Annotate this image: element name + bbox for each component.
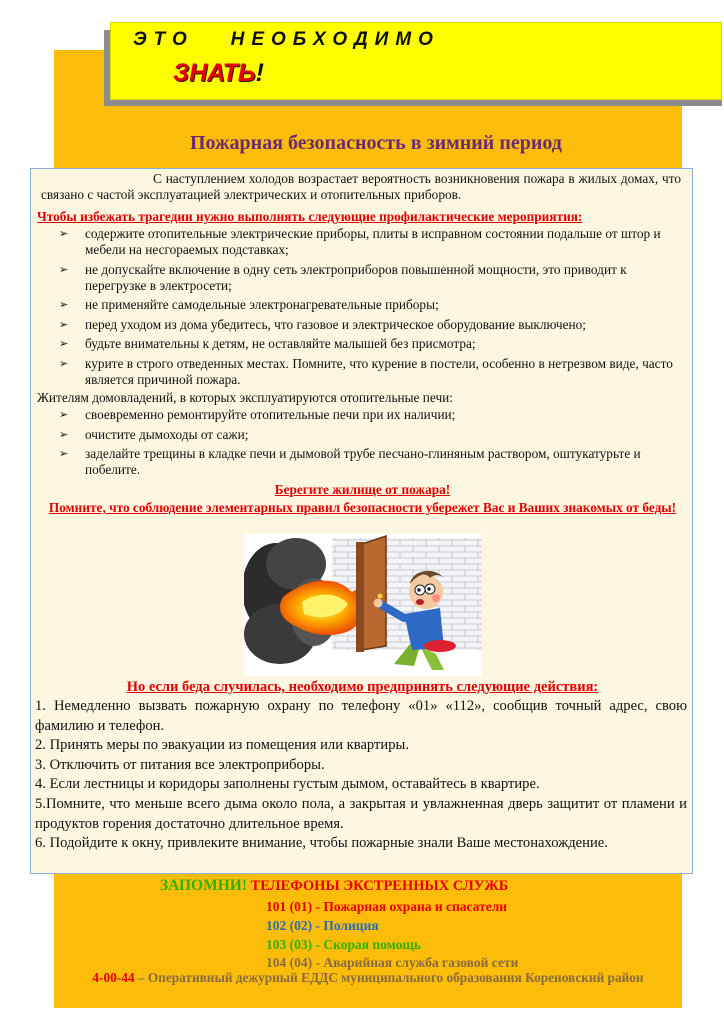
list-item: ➢ заделайте трещины в кладке печи и дымовой трубе песчано-глиняным раствором, оштукатурьте и побелите. xyxy=(59,446,641,477)
edds-contact xyxy=(56,969,680,987)
arrow-bullet-icon: ➢ xyxy=(59,447,69,460)
arrow-bullet-icon: ➢ xyxy=(59,298,69,311)
arrow-bullet-icon: ➢ xyxy=(59,317,69,331)
list-item: ➢ своевременно ремонтируйте отопительные печи при их наличии; xyxy=(59,407,456,422)
list-item: 6. Подойдите к окну, привлеките внимание, чтобы пожарные знали Ваше местонахождение. xyxy=(35,835,608,852)
list-item: ➢ не применяйте самодельные электронагревательные приборы; xyxy=(59,297,439,312)
list-item: 5.Помните, что меньше всего дыма около пола, а закрытая и увлажненная дверь защитит от пламени и продуктов горения достаточно длительное время. xyxy=(35,795,687,832)
list-item: ➢ будьте внимательны к детям, не оставляйте малышей без присмотра; xyxy=(59,336,476,351)
list-item: 4. Если лестницы и коридоры заполнены густым дымом, оставайтесь в квартире. xyxy=(35,776,540,793)
phone-police: 102 (02) - Полиция xyxy=(266,917,379,933)
banner-line-1: ЭТО НЕОБХОДИМО xyxy=(133,29,440,50)
residents-paragraph: Жителям домовладений, в которых эксплуатируются отопительные печи: xyxy=(37,390,453,405)
banner-line-2 xyxy=(173,59,264,88)
edds-number: 4-00-44 xyxy=(92,970,135,985)
intro-paragraph: С наступлением холодов возрастает вероятность возникновения пожара в жилых домах, что связано с частой эксплуатацией электрических и отопительных приборов. xyxy=(41,171,681,202)
list-item: ➢ курите в строго отведенных местах. Помните, что курение в постели, особенно в нетрезвом виде, часто является причиной пожара. xyxy=(59,355,673,387)
edds-text: – Оперативный дежурный ЕДДС муниципального образования Кореновский район xyxy=(134,970,644,985)
actions-heading: Но если беда случилась, необходимо предпринять следующие действия: xyxy=(126,679,599,695)
remember-label: ЗАПОМНИ! xyxy=(160,877,248,894)
warning-line-1: Берегите жилище от пожара! xyxy=(274,482,451,497)
arrow-bullet-icon: ➢ xyxy=(59,262,69,276)
phone-gas: 104 (04) - Аварийная служба газовой сети xyxy=(266,955,519,971)
list-item: ➢ перед уходом из дома убедитесь, что газовое и электрическое оборудование выключено; xyxy=(59,316,586,332)
arrow-bullet-icon: ➢ xyxy=(59,408,69,421)
list-item: 2. Принять меры по эвакуации из помещения или квартиры. xyxy=(35,737,409,754)
list-item: ➢ содержите отопительные электрические приборы, плиты в исправном состоянии подальше от штор и мебели на несгораемых подставках; xyxy=(59,226,661,257)
prevention-heading: Чтобы избежать трагедии нужно выполнять следующие профилактические мероприятия: xyxy=(37,209,583,224)
content-panel xyxy=(30,168,693,874)
prevention-list xyxy=(31,226,694,391)
banner-know-word: ЗНАТЬ xyxy=(173,59,256,87)
list-item: ➢ очистите дымоходы от сажи; xyxy=(59,426,249,442)
phone-ambulance: 103 (03) - Скорая помощь xyxy=(266,936,421,952)
phones-header xyxy=(160,877,508,895)
fire-escape-cartoon-icon xyxy=(244,534,482,676)
arrow-bullet-icon: ➢ xyxy=(59,337,69,350)
phones-title: ТЕЛЕФОНЫ ЭКСТРЕННЫХ СЛУЖБ xyxy=(250,878,509,894)
phone-fire: 101 (01) - Пожарная охрана и спасатели xyxy=(266,899,508,914)
page-title: Пожарная безопасность в зимний период xyxy=(190,132,562,154)
actions-list xyxy=(35,697,687,854)
stove-list xyxy=(31,407,694,482)
arrow-bullet-icon: ➢ xyxy=(59,427,69,441)
arrow-bullet-icon: ➢ xyxy=(59,356,69,370)
phones-list xyxy=(266,898,518,973)
warning-line-2: Помните, что соблюдение элементарных правил безопасности убережет Вас и Ваших знакомых от беды! xyxy=(48,500,677,515)
list-item: 3. Отключить от питания все электроприборы. xyxy=(35,756,325,773)
list-item: 1. Немедленно вызвать пожарную охрану по телефону «01» «112», сообщив точный адрес, свою фамилию и телефон. xyxy=(35,698,687,734)
header-banner xyxy=(110,22,722,100)
list-item: ➢ не допускайте включение в одну сеть электроприборов повышенной мощности, это приводит к перегрузке в электросети; xyxy=(59,261,627,293)
arrow-bullet-icon: ➢ xyxy=(59,227,69,240)
banner-exclamation: ! xyxy=(255,59,264,87)
